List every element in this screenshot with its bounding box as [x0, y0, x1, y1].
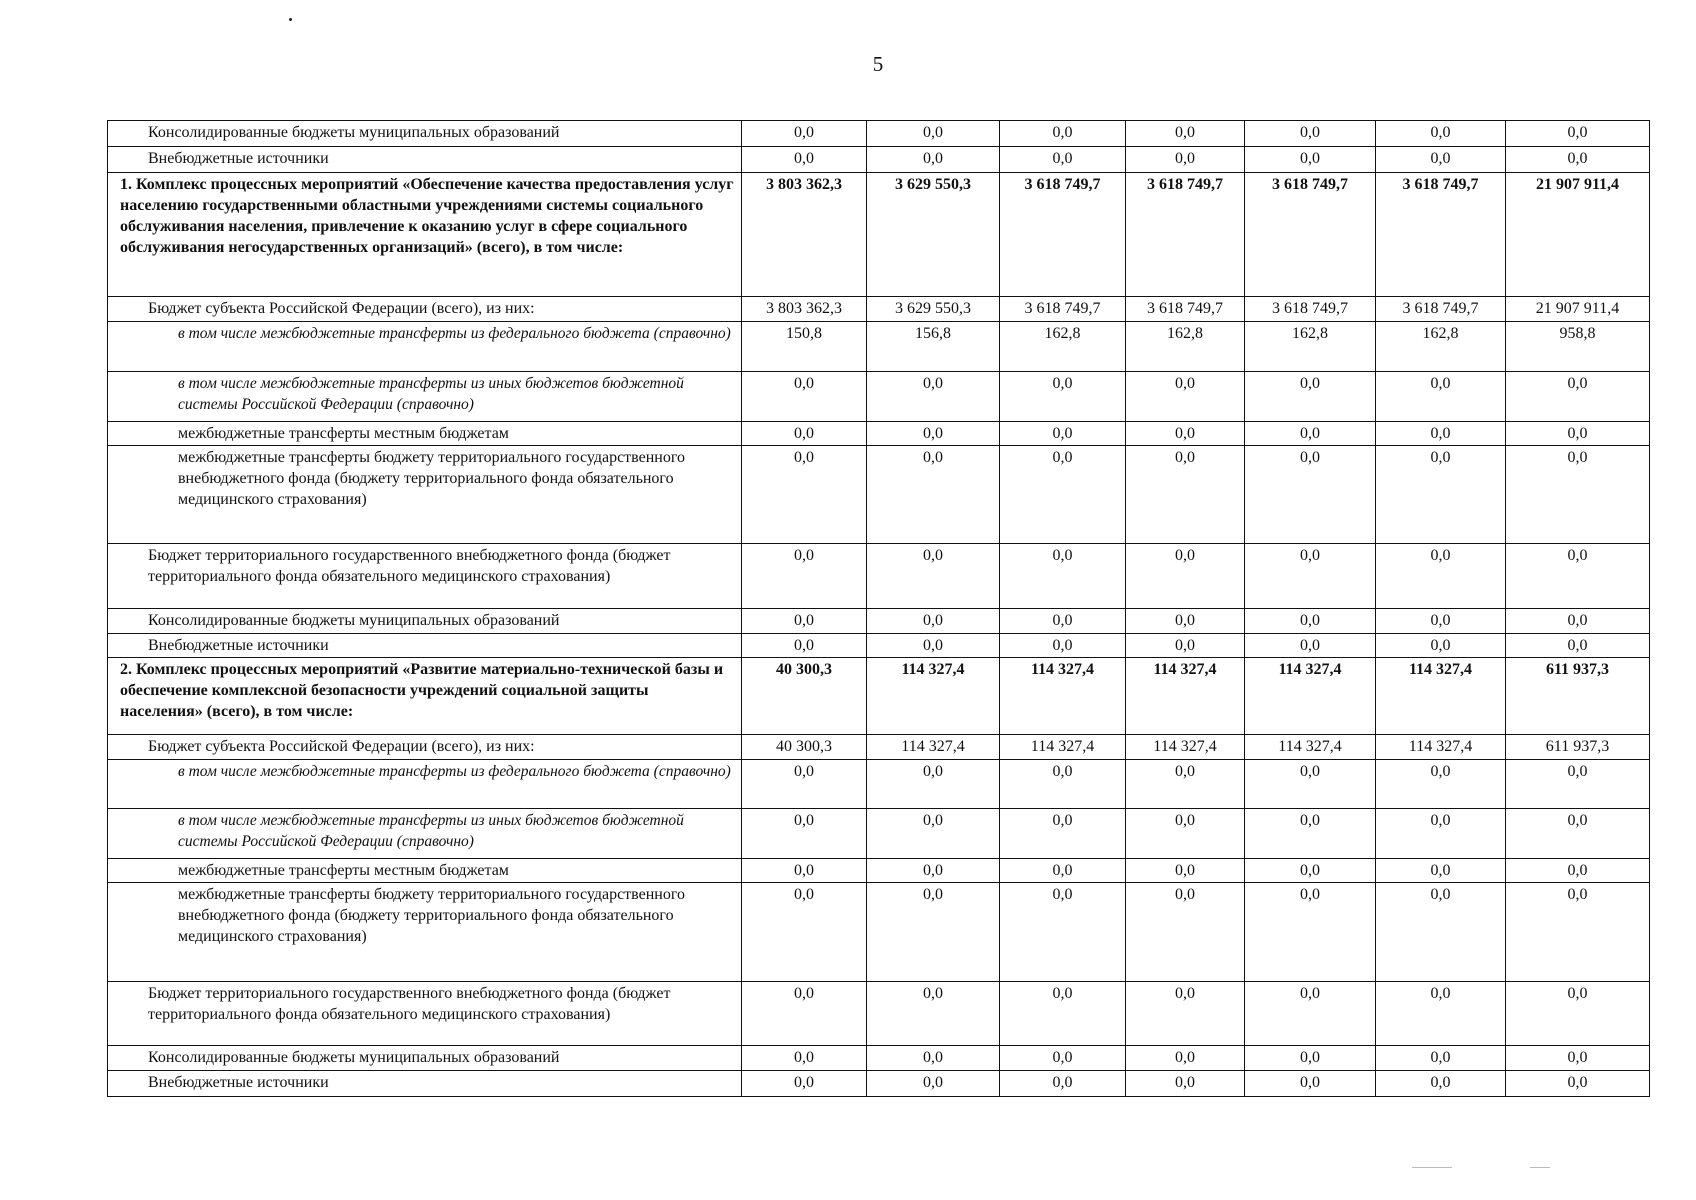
- table-row: [108, 147, 1650, 173]
- table-row: [108, 422, 1650, 446]
- value-cell: 0,0: [742, 634, 867, 658]
- value-cell: 0,0: [867, 859, 1000, 883]
- value-cell: 0,0: [1376, 609, 1506, 634]
- value-cell: 0,0: [742, 859, 867, 883]
- value-cell: 3 618 749,7: [1376, 173, 1506, 297]
- value-cell: 0,0: [1376, 544, 1506, 609]
- row-label: в том числе межбюджетные трансферты из федерального бюджета (справочно): [108, 760, 742, 809]
- value-cell: 0,0: [1126, 1046, 1245, 1071]
- value-cell: 0,0: [1376, 809, 1506, 859]
- table-row: [108, 544, 1650, 609]
- value-cell: 0,0: [742, 883, 867, 982]
- value-cell: 0,0: [1506, 809, 1650, 859]
- value-cell: 0,0: [1126, 446, 1245, 544]
- value-cell: 0,0: [1376, 760, 1506, 809]
- row-label: межбюджетные трансферты местным бюджетам: [108, 859, 742, 883]
- value-cell: 0,0: [1245, 372, 1376, 422]
- value-cell: 0,0: [1506, 446, 1650, 544]
- value-cell: 21 907 911,4: [1506, 173, 1650, 297]
- value-cell: 3 618 749,7: [1126, 173, 1245, 297]
- table-row: [108, 297, 1650, 322]
- row-label: Бюджет субъекта Российской Федерации (всего), из них:: [108, 735, 742, 760]
- value-cell: 0,0: [1000, 1071, 1126, 1097]
- scan-mark: [1412, 1167, 1452, 1168]
- value-cell: 0,0: [1376, 446, 1506, 544]
- value-cell: 3 629 550,3: [867, 297, 1000, 322]
- value-cell: 0,0: [1126, 883, 1245, 982]
- value-cell: 0,0: [1000, 422, 1126, 446]
- value-cell: 0,0: [1506, 121, 1650, 147]
- value-cell: 0,0: [867, 982, 1000, 1046]
- value-cell: 114 327,4: [1126, 658, 1245, 735]
- value-cell: 0,0: [867, 147, 1000, 173]
- value-cell: 0,0: [867, 760, 1000, 809]
- value-cell: 3 803 362,3: [742, 297, 867, 322]
- value-cell: 0,0: [1376, 982, 1506, 1046]
- value-cell: 3 618 749,7: [1126, 297, 1245, 322]
- scan-mark: [1530, 1167, 1550, 1168]
- value-cell: 0,0: [1506, 372, 1650, 422]
- value-cell: 611 937,3: [1506, 658, 1650, 735]
- value-cell: 0,0: [1000, 883, 1126, 982]
- row-label: Бюджет территориального государственного внебюджетного фонда (бюджет территориального фонда обязательного медицинского страхования): [108, 982, 742, 1046]
- value-cell: 0,0: [1506, 1071, 1650, 1097]
- value-cell: 0,0: [1376, 859, 1506, 883]
- page-number: 5: [872, 52, 884, 76]
- row-label: межбюджетные трансферты местным бюджетам: [108, 422, 742, 446]
- value-cell: 0,0: [1506, 544, 1650, 609]
- value-cell: 0,0: [1245, 147, 1376, 173]
- table-row: [108, 1046, 1650, 1071]
- value-cell: 114 327,4: [1000, 735, 1126, 760]
- value-cell: 0,0: [1126, 859, 1245, 883]
- row-label: Внебюджетные источники: [108, 1071, 742, 1097]
- value-cell: 114 327,4: [1245, 735, 1376, 760]
- table-row: [108, 1071, 1650, 1097]
- value-cell: 0,0: [1126, 544, 1245, 609]
- value-cell: 0,0: [867, 121, 1000, 147]
- value-cell: 0,0: [742, 446, 867, 544]
- value-cell: 40 300,3: [742, 735, 867, 760]
- value-cell: 0,0: [867, 809, 1000, 859]
- table-row: [108, 735, 1650, 760]
- value-cell: 0,0: [1245, 859, 1376, 883]
- value-cell: 0,0: [867, 1046, 1000, 1071]
- value-cell: 0,0: [1245, 121, 1376, 147]
- value-cell: 0,0: [1000, 982, 1126, 1046]
- value-cell: 3 618 749,7: [1376, 297, 1506, 322]
- value-cell: 156,8: [867, 322, 1000, 372]
- value-cell: 0,0: [1376, 372, 1506, 422]
- value-cell: 0,0: [1506, 147, 1650, 173]
- value-cell: 0,0: [1506, 609, 1650, 634]
- value-cell: 0,0: [1376, 121, 1506, 147]
- value-cell: 0,0: [1126, 809, 1245, 859]
- budget-table: [107, 120, 1650, 1097]
- value-cell: 0,0: [1506, 1046, 1650, 1071]
- value-cell: 0,0: [1376, 634, 1506, 658]
- value-cell: 3 618 749,7: [1000, 173, 1126, 297]
- table-row: [108, 322, 1650, 372]
- value-cell: 958,8: [1506, 322, 1650, 372]
- value-cell: 0,0: [1126, 1071, 1245, 1097]
- value-cell: 0,0: [742, 1046, 867, 1071]
- value-cell: 0,0: [1376, 883, 1506, 982]
- value-cell: 0,0: [742, 809, 867, 859]
- value-cell: 0,0: [1245, 809, 1376, 859]
- row-label: Консолидированные бюджеты муниципальных образований: [108, 609, 742, 634]
- value-cell: 0,0: [1126, 422, 1245, 446]
- table-row: [108, 609, 1650, 634]
- value-cell: 0,0: [1376, 1046, 1506, 1071]
- value-cell: 3 618 749,7: [1245, 173, 1376, 297]
- table-row: [108, 634, 1650, 658]
- value-cell: 0,0: [1245, 760, 1376, 809]
- value-cell: 0,0: [742, 147, 867, 173]
- value-cell: 0,0: [1126, 634, 1245, 658]
- value-cell: 0,0: [1506, 859, 1650, 883]
- value-cell: 0,0: [1126, 372, 1245, 422]
- value-cell: 0,0: [1126, 147, 1245, 173]
- value-cell: 0,0: [1245, 609, 1376, 634]
- row-label: межбюджетные трансферты бюджету территориального государственного внебюджетного фонда (бюджету территориального фонда обязательного медицинского страхования): [108, 883, 742, 982]
- value-cell: 0,0: [1245, 446, 1376, 544]
- value-cell: 0,0: [1245, 1046, 1376, 1071]
- row-label: Бюджет территориального государственного внебюджетного фонда (бюджет территориального фонда обязательного медицинского страхования): [108, 544, 742, 609]
- value-cell: 0,0: [1000, 372, 1126, 422]
- table-row: [108, 883, 1650, 982]
- value-cell: 162,8: [1000, 322, 1126, 372]
- value-cell: 114 327,4: [1245, 658, 1376, 735]
- scan-dot: [289, 18, 292, 21]
- table-row: [108, 760, 1650, 809]
- value-cell: 0,0: [742, 544, 867, 609]
- value-cell: 114 327,4: [867, 735, 1000, 760]
- value-cell: 114 327,4: [1376, 658, 1506, 735]
- value-cell: 0,0: [1245, 982, 1376, 1046]
- table-row: [108, 859, 1650, 883]
- row-label: Бюджет субъекта Российской Федерации (всего), из них:: [108, 297, 742, 322]
- value-cell: 0,0: [1245, 883, 1376, 982]
- value-cell: 114 327,4: [867, 658, 1000, 735]
- value-cell: 0,0: [1000, 609, 1126, 634]
- value-cell: 0,0: [1000, 760, 1126, 809]
- value-cell: 0,0: [1000, 634, 1126, 658]
- table-row: [108, 809, 1650, 859]
- value-cell: 0,0: [867, 1071, 1000, 1097]
- value-cell: 0,0: [1000, 446, 1126, 544]
- value-cell: 0,0: [1245, 634, 1376, 658]
- row-label: межбюджетные трансферты бюджету территориального государственного внебюджетного фонда (бюджету территориального фонда обязательного медицинского страхования): [108, 446, 742, 544]
- value-cell: 0,0: [1506, 760, 1650, 809]
- value-cell: 162,8: [1376, 322, 1506, 372]
- value-cell: 0,0: [1245, 1071, 1376, 1097]
- value-cell: 3 618 749,7: [1245, 297, 1376, 322]
- row-label: Внебюджетные источники: [108, 634, 742, 658]
- row-label: в том числе межбюджетные трансферты из иных бюджетов бюджетной системы Российской Федерации (справочно): [108, 809, 742, 859]
- table-row: [108, 446, 1650, 544]
- value-cell: 0,0: [867, 609, 1000, 634]
- value-cell: 0,0: [742, 760, 867, 809]
- value-cell: 0,0: [742, 609, 867, 634]
- value-cell: 0,0: [867, 544, 1000, 609]
- row-label: Консолидированные бюджеты муниципальных образований: [108, 121, 742, 147]
- value-cell: 3 803 362,3: [742, 173, 867, 297]
- value-cell: 0,0: [742, 1071, 867, 1097]
- value-cell: 0,0: [1126, 609, 1245, 634]
- value-cell: 21 907 911,4: [1506, 297, 1650, 322]
- value-cell: 0,0: [1506, 422, 1650, 446]
- value-cell: 0,0: [867, 446, 1000, 544]
- value-cell: 0,0: [1245, 544, 1376, 609]
- value-cell: 0,0: [1126, 982, 1245, 1046]
- table-row: [108, 173, 1650, 297]
- value-cell: 114 327,4: [1126, 735, 1245, 760]
- row-label: в том числе межбюджетные трансферты из иных бюджетов бюджетной системы Российской Федерации (справочно): [108, 372, 742, 422]
- value-cell: 162,8: [1245, 322, 1376, 372]
- value-cell: 0,0: [1376, 1071, 1506, 1097]
- value-cell: 0,0: [742, 121, 867, 147]
- value-cell: 0,0: [1245, 422, 1376, 446]
- value-cell: 0,0: [742, 372, 867, 422]
- value-cell: 114 327,4: [1000, 658, 1126, 735]
- value-cell: 0,0: [1000, 544, 1126, 609]
- value-cell: 150,8: [742, 322, 867, 372]
- table-row: [108, 658, 1650, 735]
- value-cell: 0,0: [867, 372, 1000, 422]
- value-cell: 3 618 749,7: [1000, 297, 1126, 322]
- value-cell: 611 937,3: [1506, 735, 1650, 760]
- value-cell: 0,0: [867, 422, 1000, 446]
- value-cell: 114 327,4: [1376, 735, 1506, 760]
- table-row: [108, 121, 1650, 147]
- value-cell: 0,0: [1506, 634, 1650, 658]
- table-row: [108, 372, 1650, 422]
- value-cell: 0,0: [742, 422, 867, 446]
- value-cell: 0,0: [1506, 883, 1650, 982]
- value-cell: 0,0: [867, 634, 1000, 658]
- value-cell: 0,0: [1000, 147, 1126, 173]
- value-cell: 0,0: [1000, 809, 1126, 859]
- table-row: [108, 982, 1650, 1046]
- value-cell: 0,0: [1376, 147, 1506, 173]
- value-cell: 40 300,3: [742, 658, 867, 735]
- row-label: Внебюджетные источники: [108, 147, 742, 173]
- value-cell: 0,0: [1506, 982, 1650, 1046]
- value-cell: 0,0: [1000, 859, 1126, 883]
- row-label: в том числе межбюджетные трансферты из федерального бюджета (справочно): [108, 322, 742, 372]
- value-cell: 0,0: [1000, 121, 1126, 147]
- row-label: 1. Комплекс процессных мероприятий «Обеспечение качества предоставления услуг населению государственными областными учреждениями системы социального обслуживания населения, привлечение к оказанию услуг в сфере социального обслуживания негосударственных организаций» (всего), в том числе:: [108, 173, 742, 297]
- value-cell: 0,0: [742, 982, 867, 1046]
- value-cell: 3 629 550,3: [867, 173, 1000, 297]
- value-cell: 0,0: [1126, 121, 1245, 147]
- row-label: 2. Комплекс процессных мероприятий «Развитие материально-технической базы и обеспечение комплексной безопасности учреждений социальной защиты населения» (всего), в том числе:: [108, 658, 742, 735]
- value-cell: 0,0: [867, 883, 1000, 982]
- value-cell: 0,0: [1000, 1046, 1126, 1071]
- value-cell: 162,8: [1126, 322, 1245, 372]
- value-cell: 0,0: [1376, 422, 1506, 446]
- row-label: Консолидированные бюджеты муниципальных образований: [108, 1046, 742, 1071]
- value-cell: 0,0: [1126, 760, 1245, 809]
